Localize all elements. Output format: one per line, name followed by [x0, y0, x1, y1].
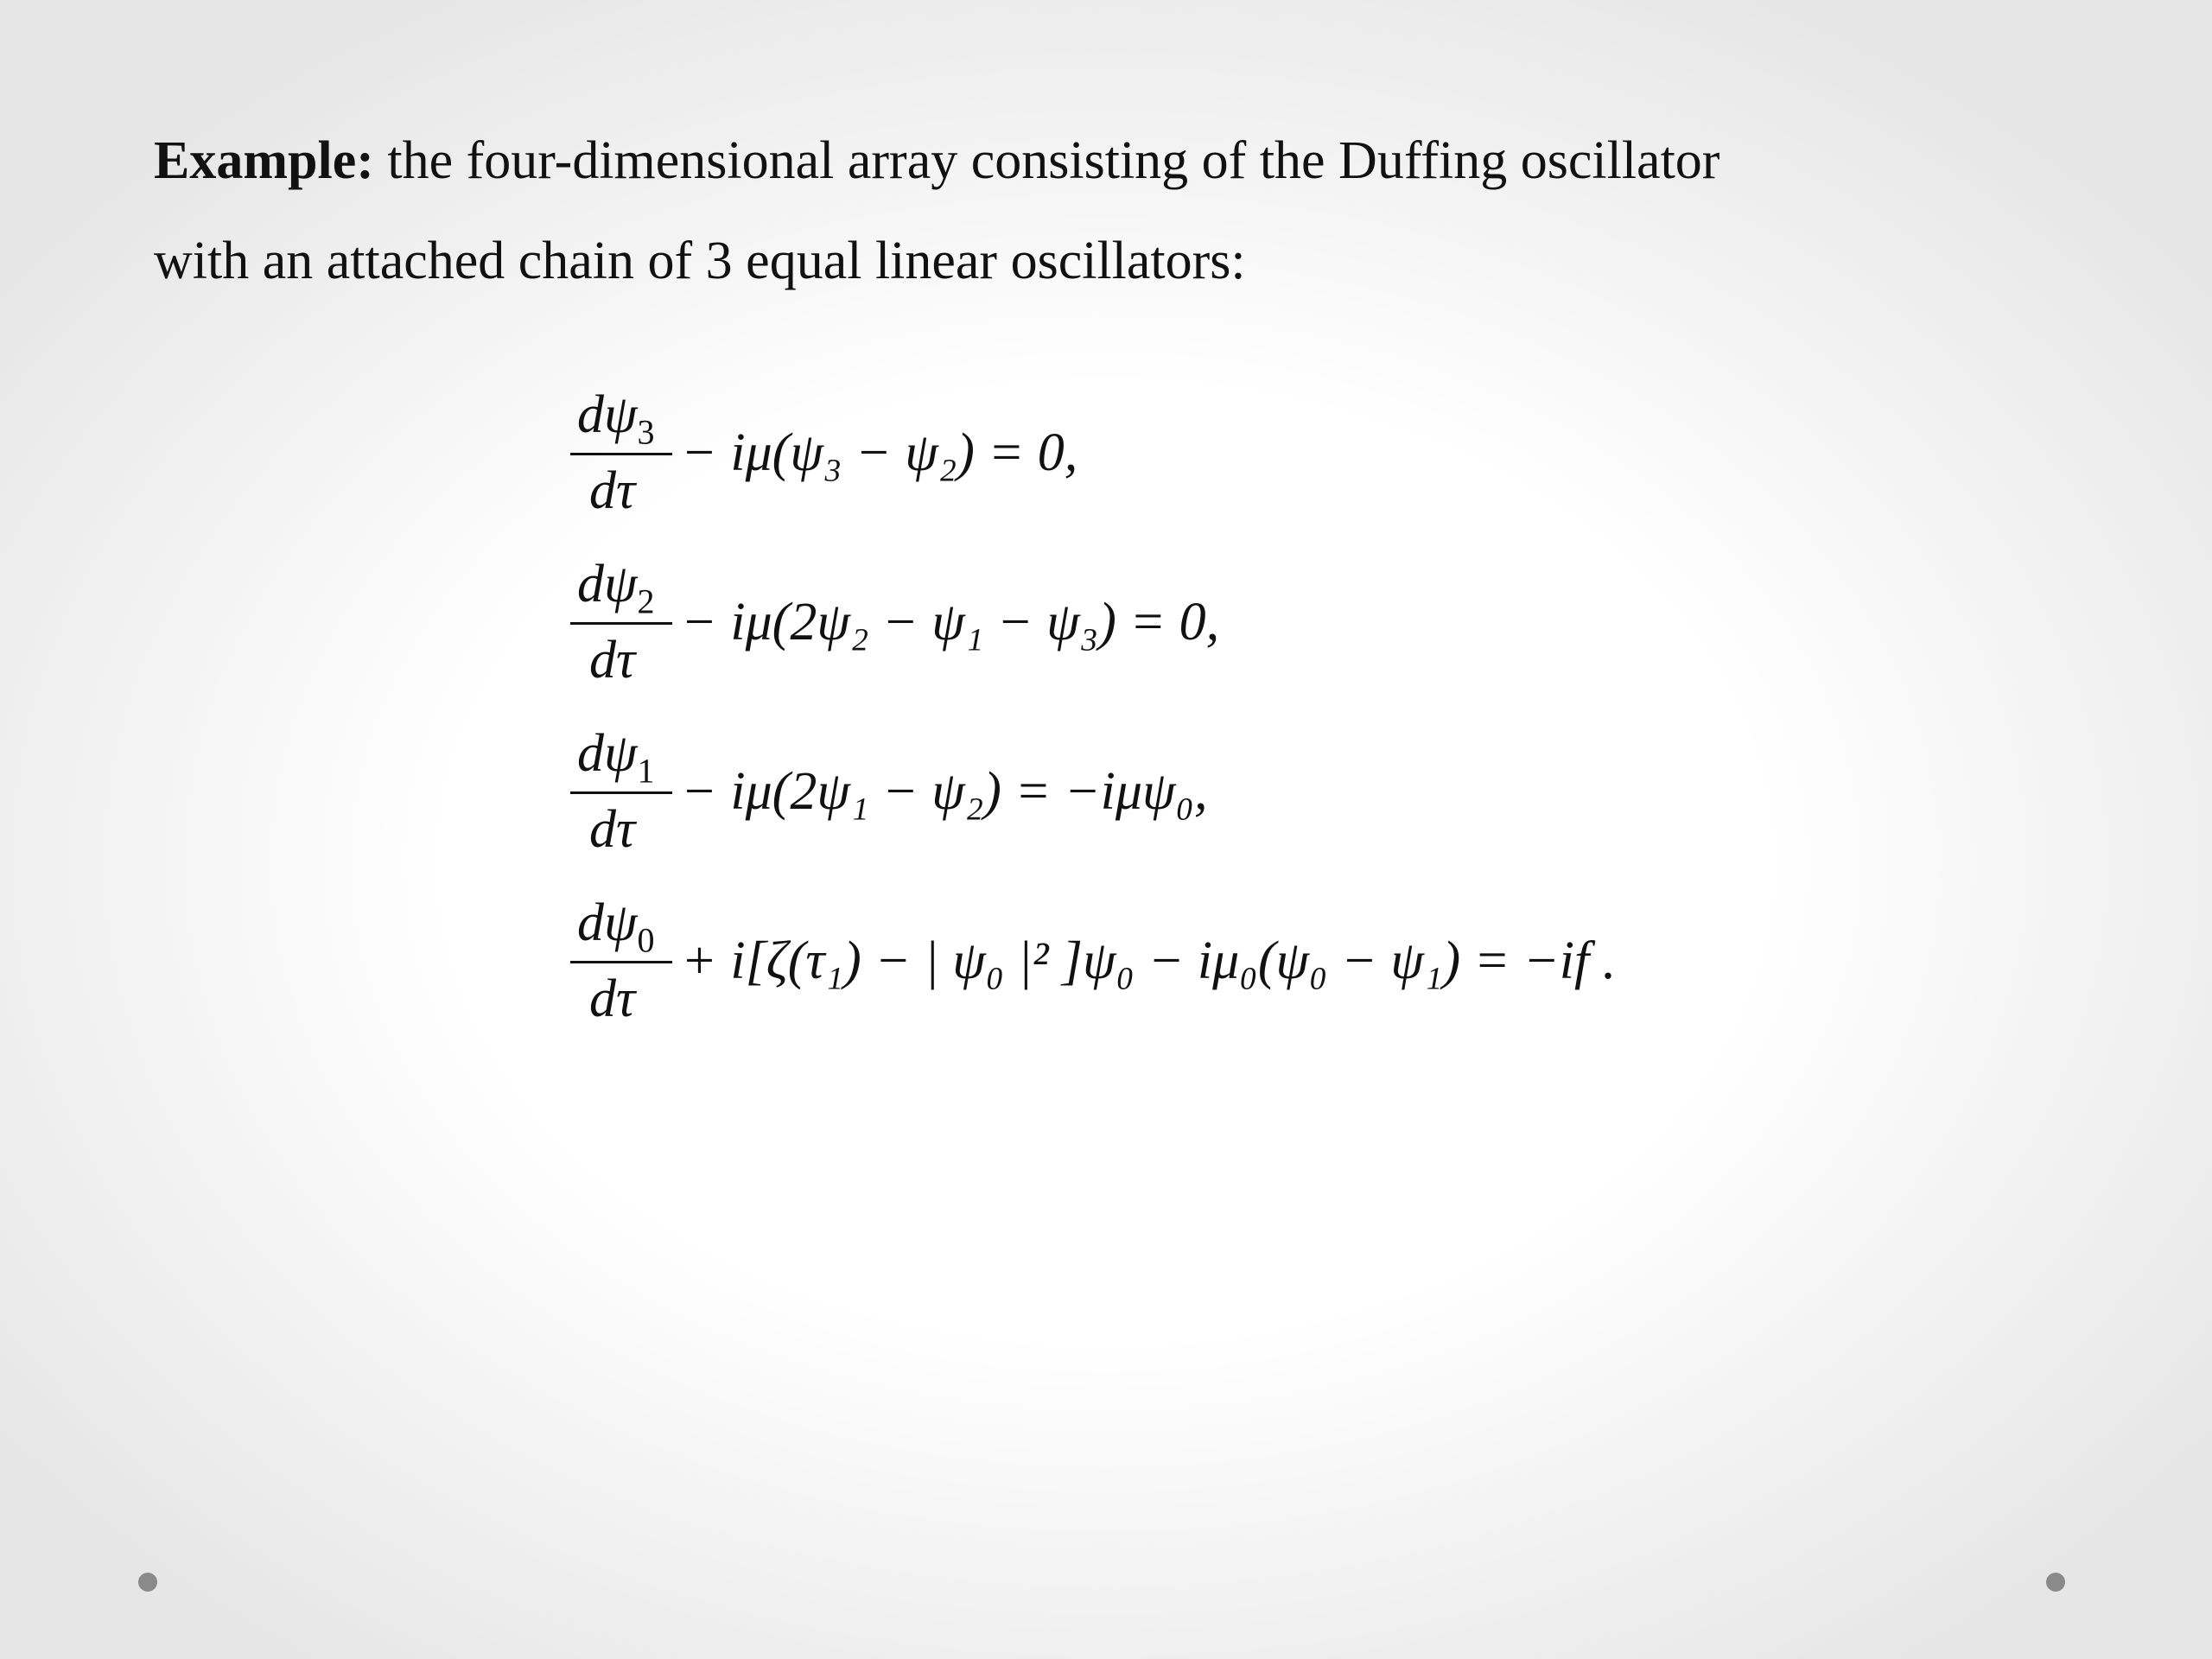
- equation-psi1: [570, 719, 1866, 888]
- fraction-denominator: dτ: [589, 969, 636, 1028]
- derivative-fraction: [570, 550, 674, 688]
- fraction-bar: [570, 791, 672, 794]
- intro-paragraph: [154, 111, 2055, 311]
- fraction-denominator: dτ: [589, 461, 636, 520]
- derivative-fraction: [570, 719, 674, 857]
- bullet-dot-icon: [2046, 1573, 2065, 1592]
- intro-line2-text: with an attached chain of 3 equal linear oscillators:: [154, 232, 1246, 290]
- derivative-fraction: [570, 380, 674, 518]
- equation-psi3: [570, 380, 1866, 550]
- fraction-denominator: dτ: [589, 800, 636, 859]
- fraction-bar: [570, 622, 672, 625]
- fraction-numerator: $d\psi_2$: [577, 555, 655, 621]
- derivative-fraction: [570, 888, 674, 1027]
- fraction-numerator: $d\psi_1$: [577, 724, 655, 791]
- fraction-bar: [570, 453, 672, 455]
- equation-psi0: [570, 888, 1866, 1058]
- equation-rhs: + i[ζ(τ₁) − | ψ₀ |² ]ψ₀ − iμ₀(ψ₀ − ψ₁) = −if .: [681, 931, 1617, 990]
- equation-system: [570, 380, 1866, 1058]
- fraction-numerator: $d\psi_0$: [577, 893, 655, 960]
- fraction-bar: [570, 961, 672, 963]
- equation-rhs: − iμ(ψ₃ − ψ₂) = 0,: [681, 423, 1078, 482]
- fraction-numerator: $d\psi_3$: [577, 385, 655, 452]
- bullet-dot-icon: [138, 1573, 157, 1592]
- fraction-denominator: dτ: [589, 631, 636, 690]
- equation-rhs: − iμ(2ψ₁ − ψ₂) = −iμψ₀,: [681, 762, 1208, 821]
- intro-line1-text: the four-dimensional array consisting of the Duffing oscillator: [373, 131, 1720, 190]
- equation-rhs: − iμ(2ψ₂ − ψ₁ − ψ₃) = 0,: [681, 593, 1220, 652]
- equation-psi2: [570, 550, 1866, 719]
- example-label: Example:: [154, 131, 374, 190]
